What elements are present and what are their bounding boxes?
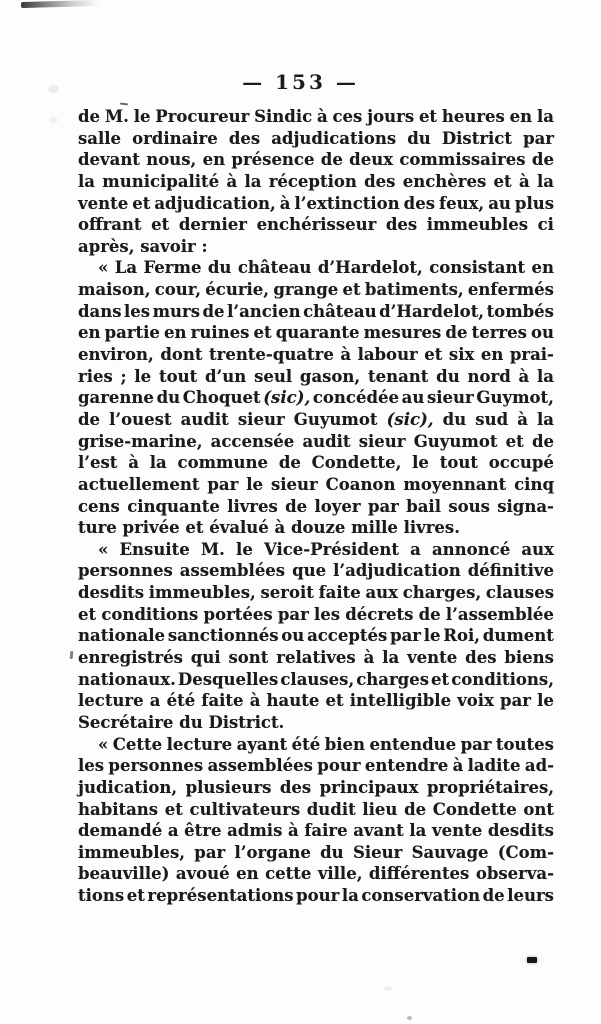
page-number: — 153 — bbox=[242, 70, 359, 94]
text-line: Secrétaire du District. bbox=[78, 712, 285, 732]
text-line: judication, plusieurs des principaux propriétaires, bbox=[78, 777, 554, 797]
text-line: en partie en ruines et quarante mesures de terres ou bbox=[78, 323, 554, 343]
scan-artifact-tick bbox=[120, 103, 128, 106]
page-text bbox=[78, 106, 554, 907]
text-line: garenne du Choquet (sic), concédée au sieur Guymot, bbox=[78, 388, 554, 408]
text-line: « Ensuite M. le Vice-Président a annoncé aux bbox=[98, 539, 554, 559]
text-line: ture privée et évalué à douze mille livres. bbox=[78, 518, 460, 538]
text-line: habitans et cultivateurs dudit lieu de Condette ont bbox=[78, 799, 554, 819]
text-line: vente et adjudication, à l’extinction des feux, au plus bbox=[78, 193, 554, 213]
text-line: ries ; le tout d’un seul gason, tenant du nord à la bbox=[78, 366, 554, 386]
text-line: « Cette lecture ayant été bien entendue par toutes bbox=[98, 734, 554, 754]
text-line: immeubles, par l’organe du Sieur Sauvage (Com- bbox=[78, 842, 554, 862]
text-line: beauville) avoué en cette ville, différentes observa- bbox=[78, 864, 554, 884]
text-line: et conditions portées par les décrets de l’assemblée bbox=[78, 604, 554, 624]
text-line: dans les murs de l’ancien château d’Hardelot, tombés bbox=[78, 301, 554, 321]
text-line: desdits immeubles, seroit faite aux charges, clauses bbox=[78, 583, 554, 603]
scan-artifact-streak bbox=[21, 0, 99, 8]
text-line: tions et représentations pour la conservation de leurs bbox=[78, 886, 554, 906]
text-line: cens cinquante livres de loyer par bail sous signa- bbox=[78, 496, 554, 516]
text-line: devant nous, en présence de deux commissaires de bbox=[78, 150, 554, 170]
text-line: la municipalité à la réception des enchères et à la bbox=[78, 171, 554, 191]
text-line: de M. le Procureur Sindic à ces jours et heures en la bbox=[78, 107, 554, 126]
text-line: actuellement par le sieur Coanon moyennant cinq bbox=[78, 474, 554, 494]
text-line: de l’ouest audit sieur Guyumot (sic), du sud à la bbox=[78, 409, 554, 429]
text-line: enregistrés qui sont relatives à la vente des biens bbox=[78, 648, 554, 668]
text-line: après, savoir : bbox=[78, 236, 208, 256]
text-line: offrant et dernier enchérisseur des immeubles ci bbox=[78, 215, 554, 235]
scan-artifact-mark bbox=[527, 957, 537, 963]
text-line: lecture a été faite à haute et intelligible voix par le bbox=[78, 691, 554, 711]
text-line: nationaux. Desquelles clauses, charges et conditions, bbox=[78, 669, 554, 689]
text-line: l’est à la commune de Condette, le tout occupé bbox=[78, 453, 554, 473]
text-line: « La Ferme du château d’Hardelot, consistant en bbox=[98, 258, 554, 278]
scan-artifact-dot bbox=[407, 1016, 412, 1020]
scan-artifact-tick bbox=[70, 651, 74, 659]
text-line: grise-marine, accensée audit sieur Guyumot et de bbox=[78, 431, 554, 451]
text-line: nationale sanctionnés ou acceptés par le Roi, dument bbox=[78, 626, 554, 646]
text-line: personnes assemblées que l’adjudication définitive bbox=[78, 561, 554, 581]
text-line: environ, dont trente-quatre à labour et six en prai- bbox=[78, 345, 554, 365]
scan-artifact-dot bbox=[383, 986, 393, 991]
text-line: maison, cour, écurie, grange et batiments, enfermés bbox=[78, 280, 554, 300]
text-line: les personnes assemblées pour entendre à ladite ad- bbox=[78, 756, 554, 776]
scan-artifact-dot bbox=[49, 117, 58, 123]
text-line: salle ordinaire des adjudications du District par bbox=[78, 128, 554, 148]
text-line: demandé a être admis à faire avant la vente desdits bbox=[78, 821, 554, 841]
